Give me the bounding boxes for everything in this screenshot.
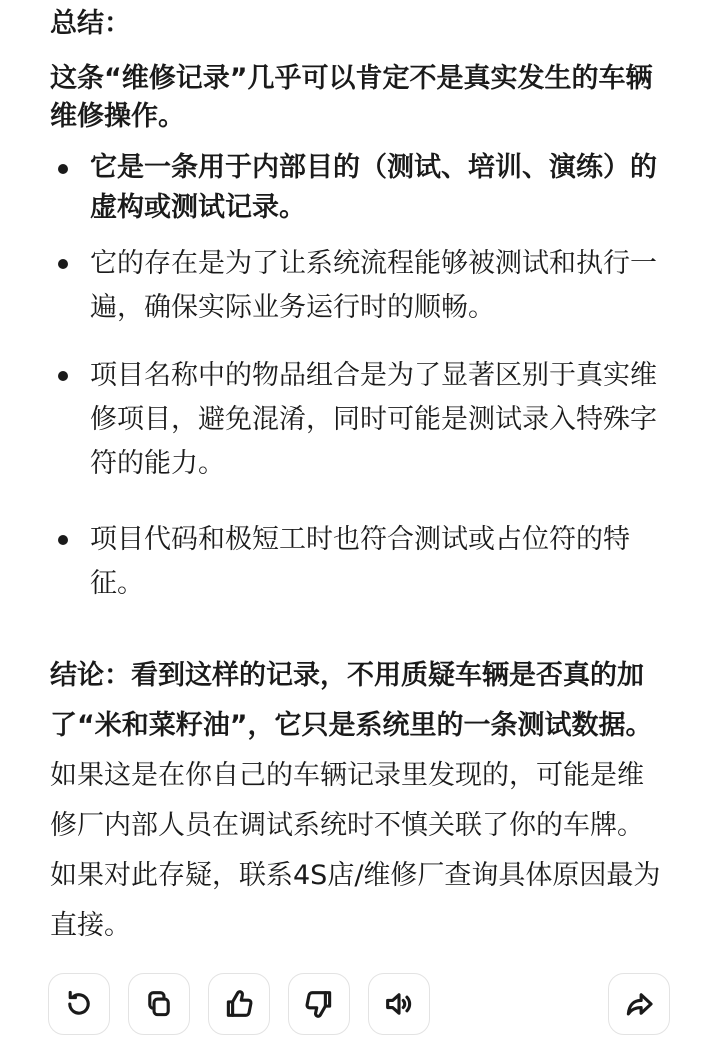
bullet-text: 项目代码和极短工时也符合测试或占位符的特征。	[90, 524, 630, 599]
summary-heading: 总结：	[50, 8, 131, 39]
share-icon	[622, 987, 656, 1021]
bullet-text: 它的存在是为了让系统流程能够被测试和执行一遍，确保实际业务运行时的顺畅。	[90, 248, 657, 323]
bullet-dot	[58, 259, 68, 269]
retry-icon	[62, 987, 96, 1021]
thumbs-up-icon	[222, 987, 256, 1021]
thumbs-down-icon	[302, 987, 336, 1021]
bullet-text: 项目名称中的物品组合是为了显著区别于真实维修项目，避免混淆，同时可能是测试录入特殊字符的能力。	[90, 360, 657, 479]
copy-icon	[142, 987, 176, 1021]
message-actions-bar	[48, 973, 672, 1037]
bullet-text: 它是一条用于内部目的（测试、培训、演练）的虚构或测试记录。	[90, 152, 657, 223]
copy-button[interactable]	[128, 973, 190, 1035]
thumbs-up-button[interactable]	[208, 973, 270, 1035]
speaker-icon	[382, 987, 416, 1021]
conclusion-paragraph	[50, 651, 670, 951]
conclusion-text: 如果这是在你自己的车辆记录里发现的，可能是维修厂内部人员在调试系统时不慎关联了你的车牌。如果对此存疑，联系4S店/维修厂查询具体原因最为直接。	[50, 760, 661, 941]
read-aloud-button[interactable]	[368, 973, 430, 1035]
thumbs-down-button[interactable]	[288, 973, 350, 1035]
bullet-dot	[58, 535, 68, 545]
bullet-dot	[58, 371, 68, 381]
summary-lead: 这条“维修记录”几乎可以肯定不是真实发生的车辆维修操作。	[50, 63, 653, 132]
bullet-dot	[58, 164, 68, 174]
retry-button[interactable]	[48, 973, 110, 1035]
conclusion-bold-text: 结论：看到这样的记录，不用质疑车辆是否真的加了“米和菜籽油”，它只是系统里的一条测试数据。	[50, 660, 653, 741]
share-button[interactable]	[608, 973, 670, 1035]
